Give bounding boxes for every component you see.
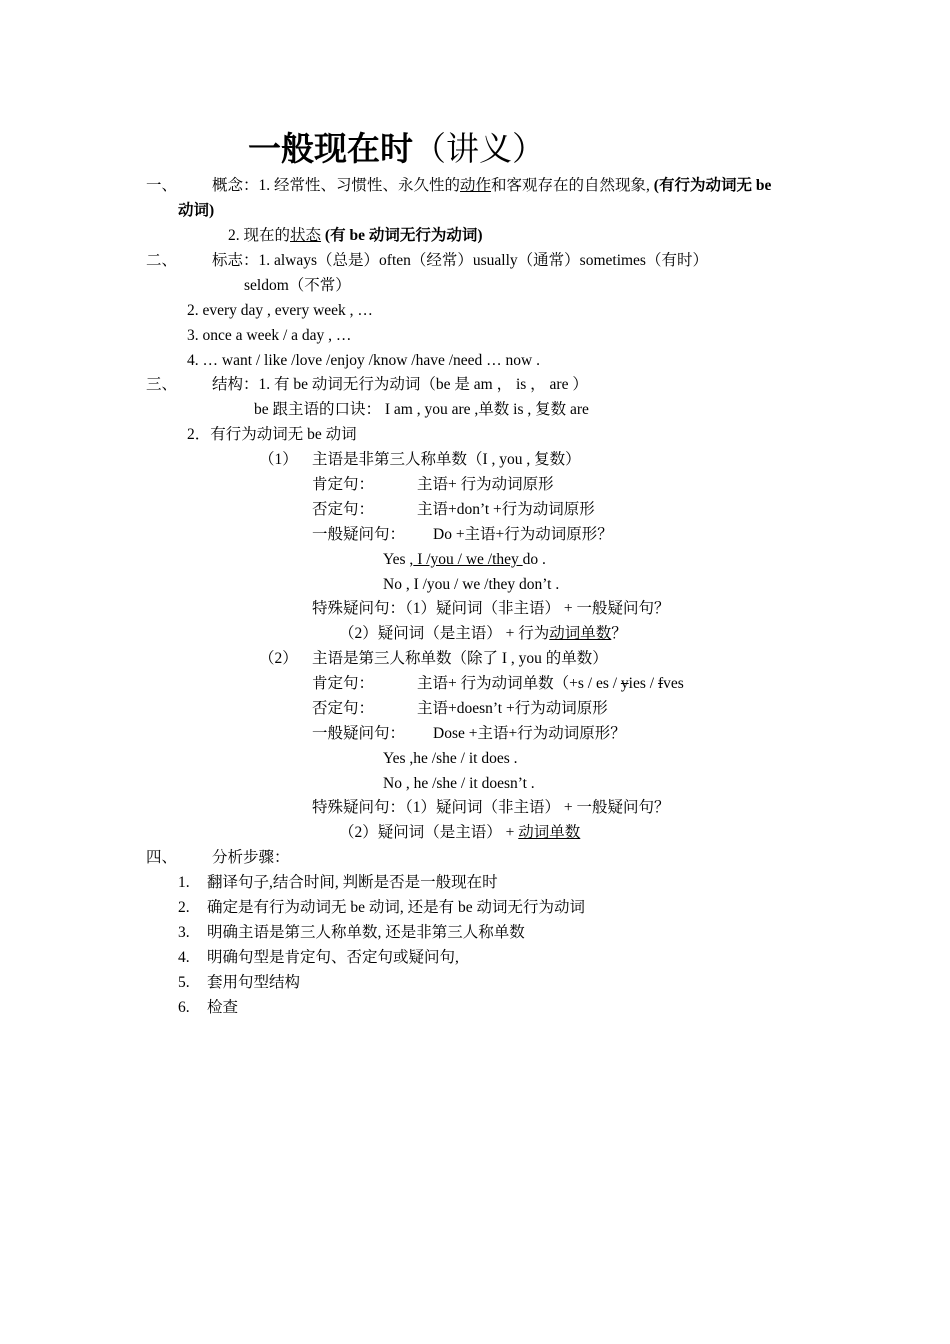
part-1-heading: 主语是非第三人称单数（I , you , 复数） <box>312 451 581 468</box>
p1-sp2-underlined: 动词单数 <box>549 625 612 642</box>
step-text: 翻译句子,结合时间, 判断是否是一般现在时 <box>207 874 498 891</box>
part-1-question: Do +主语+行为动词原形？ <box>433 526 613 543</box>
page-title <box>248 128 545 172</box>
part-2-no-answer: No , he /she / it doesn’t . <box>383 775 535 792</box>
step-text: 确定是有行为动词无 be 动词, 还是有 be 动词无行为动词 <box>207 899 586 916</box>
part-1-positive: 主语+ 行为动词原形 <box>417 476 554 493</box>
s1-text-b: 和客观存在的自然现象, <box>491 177 654 194</box>
s1-l2-text-a: 2. 现在的 <box>228 227 291 244</box>
p2-pos-a: 主语+ 行为动词单数（+s / es / <box>417 675 621 692</box>
part-1-negative: 主语+don’t +行为动词原形 <box>417 501 595 518</box>
title-sub: （讲义） <box>413 132 545 168</box>
part-2-special-q-2 <box>339 823 580 843</box>
section-3-line-3: 2．有行为动词无 be 动词 <box>187 426 357 443</box>
part-1-special-q-1: 特殊疑问句：（1）疑问词（非主语） + 一般疑问句？ <box>312 600 670 617</box>
step-number: 4. <box>178 949 190 966</box>
part-2-number: （2） <box>259 650 298 667</box>
step-number: 6. <box>178 999 190 1016</box>
step-text: 明确主语是第三人称单数, 还是非第三人称单数 <box>207 924 525 941</box>
p2-pos-c: ves <box>663 675 684 692</box>
part-2-positive-label: 肯定句： <box>312 675 375 692</box>
step-text: 明确句型是肯定句、否定句或疑问句, <box>207 949 459 966</box>
s1-bold-note: (有行为动词无 be <box>653 177 772 194</box>
part-2-positive <box>417 674 684 694</box>
step-text: 套用句型结构 <box>207 974 301 991</box>
s1-l2-bold: (有 be 动词无行为动词) <box>321 227 483 244</box>
step-text: 检查 <box>207 999 239 1016</box>
section-4-heading: 分析步骤： <box>212 849 290 866</box>
part-2-special-q-1: 特殊疑问句：（1）疑问词（非主语） + 一般疑问句？ <box>312 799 670 816</box>
p2-pos-strike-y: y <box>620 675 629 692</box>
part-1-positive-label: 肯定句： <box>312 476 375 493</box>
step-number: 2. <box>178 899 190 916</box>
section-1-line-2 <box>228 226 482 246</box>
p1-yes-underlined: I /you / we /they <box>413 551 523 568</box>
p2-sp2-a: （2）疑问词（是主语） + <box>339 824 519 841</box>
s1-text-a: 概念：1. 经常性、习惯性、永久性的 <box>212 177 461 194</box>
part-1-negative-label: 否定句： <box>312 501 375 518</box>
p1-yes-b: do . <box>522 551 546 568</box>
title-main: 一般现在时 <box>248 132 413 168</box>
step-number: 3. <box>178 924 190 941</box>
section-1-line-1 <box>212 176 771 196</box>
s1-underline-dongzuo: 动作 <box>460 177 492 194</box>
part-1-special-q-2 <box>339 624 627 644</box>
part-2-negative: 主语+doesn’t +行为动词原形 <box>417 700 608 717</box>
step-number: 5. <box>178 974 190 991</box>
s1-underline-zhuangtai: 状态 <box>290 227 322 244</box>
p2-pos-strike-f: f <box>657 675 664 692</box>
section-4-number: 四、 <box>146 849 178 866</box>
p2-sp2-underlined: 动词单数 <box>518 824 581 841</box>
section-2-line-3: 3. once a week / a day , … <box>187 327 352 344</box>
section-2-number: 二、 <box>146 252 178 269</box>
part-1-number: （1） <box>259 451 298 468</box>
step-number: 1. <box>178 874 190 891</box>
section-3-line-2: be 跟主语的口诀： I am , you are ,单数 is , 复数 are <box>254 401 589 418</box>
part-1-yes-answer <box>383 550 546 570</box>
part-2-negative-label: 否定句： <box>312 700 375 717</box>
part-2-heading: 主语是第三人称单数（除了 I , you 的单数） <box>312 650 608 667</box>
section-2-line-2: 2. every day , every week , … <box>187 302 373 319</box>
section-1-line-1-cont: 动词) <box>178 202 215 219</box>
section-2-line-1-cont: seldom（不常） <box>244 277 351 294</box>
part-2-yes-answer: Yes ,he /she / it does . <box>383 750 518 767</box>
part-1-no-answer: No , I /you / we /they don’t . <box>383 576 560 593</box>
p1-sp2-b: ？ <box>611 625 627 642</box>
section-1-number: 一、 <box>146 177 178 194</box>
part-2-question-label: 一般疑问句： <box>312 725 406 742</box>
section-2-line-4: 4. … want / like /love /enjoy /know /have /need … now . <box>187 352 540 369</box>
part-1-question-label: 一般疑问句： <box>312 526 406 543</box>
part-2-question: Dose +主语+行为动词原形？ <box>433 725 626 742</box>
p1-yes-a: Yes , <box>383 551 414 568</box>
section-2-line-1: 标志：1. always（总是）often（经常）usually（通常）sometimes（有时） <box>212 252 708 269</box>
p2-pos-b: ies / <box>628 675 658 692</box>
section-3-line-1: 结构：1. 有 be 动词无行为动词（be 是 am ， is ， are ） <box>212 376 588 393</box>
p1-sp2-a: （2）疑问词（是主语） + 行为 <box>339 625 550 642</box>
section-3-number: 三、 <box>146 376 178 393</box>
